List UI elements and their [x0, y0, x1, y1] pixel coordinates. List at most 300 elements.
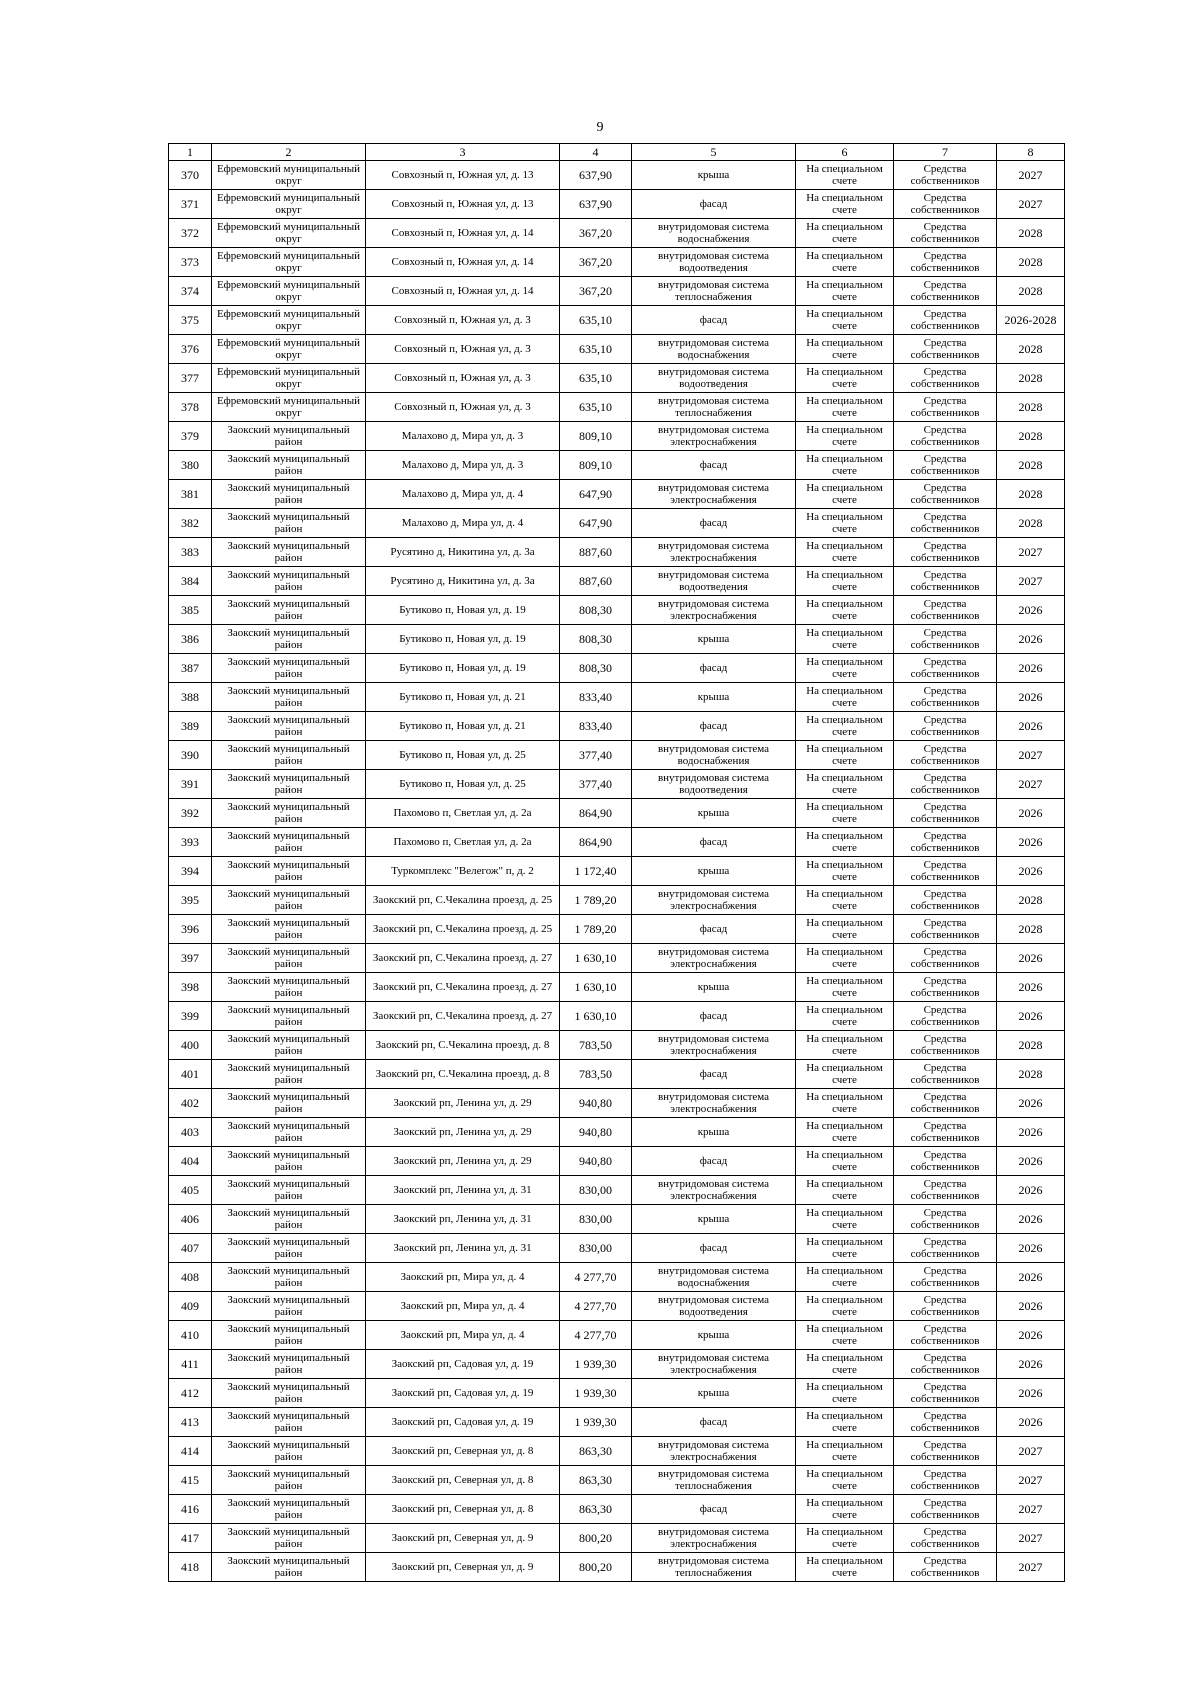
year-cell: 2026 — [997, 596, 1065, 625]
row-number-cell: 418 — [169, 1553, 212, 1582]
row-number-cell: 392 — [169, 799, 212, 828]
work-type-cell: крыша — [632, 1379, 796, 1408]
account-type-cell: На специальном счете — [796, 1350, 894, 1379]
row-number-cell: 388 — [169, 683, 212, 712]
row-number-cell: 403 — [169, 1118, 212, 1147]
work-type-cell: крыша — [632, 857, 796, 886]
table-row — [169, 364, 1065, 393]
funding-source-cell: Средства собственников — [894, 1147, 997, 1176]
municipality-cell: Заокский муниципальный район — [212, 1002, 366, 1031]
table-row — [169, 857, 1065, 886]
area-cell: 635,10 — [560, 393, 632, 422]
account-type-cell: На специальном счете — [796, 1321, 894, 1350]
address-cell: Малахово д, Мира ул, д. 4 — [366, 509, 560, 538]
municipality-cell: Заокский муниципальный район — [212, 1263, 366, 1292]
year-cell: 2028 — [997, 1060, 1065, 1089]
work-type-cell: внутридомовая система теплоснабжения — [632, 1466, 796, 1495]
address-cell: Русятино д, Никитина ул, д. 3а — [366, 567, 560, 596]
area-cell: 809,10 — [560, 422, 632, 451]
work-type-cell: внутридомовая система водоснабжения — [632, 1263, 796, 1292]
year-cell: 2027 — [997, 538, 1065, 567]
municipality-cell: Ефремовский муниципальный округ — [212, 161, 366, 190]
row-number-cell: 394 — [169, 857, 212, 886]
area-cell: 1 630,10 — [560, 944, 632, 973]
work-type-cell: фасад — [632, 190, 796, 219]
address-cell: Заокский рп, Северная ул, д. 8 — [366, 1495, 560, 1524]
table-row — [169, 1205, 1065, 1234]
account-type-cell: На специальном счете — [796, 1437, 894, 1466]
year-cell: 2028 — [997, 364, 1065, 393]
funding-source-cell: Средства собственников — [894, 1321, 997, 1350]
funding-source-cell: Средства собственников — [894, 161, 997, 190]
row-number-cell: 416 — [169, 1495, 212, 1524]
account-type-cell: На специальном счете — [796, 625, 894, 654]
year-cell: 2026 — [997, 1176, 1065, 1205]
work-type-cell: фасад — [632, 1495, 796, 1524]
row-number-cell: 411 — [169, 1350, 212, 1379]
municipality-cell: Заокский муниципальный район — [212, 1292, 366, 1321]
address-cell: Заокский рп, Садовая ул, д. 19 — [366, 1379, 560, 1408]
municipality-cell: Заокский муниципальный район — [212, 683, 366, 712]
table-row — [169, 1379, 1065, 1408]
funding-source-cell: Средства собственников — [894, 1466, 997, 1495]
funding-source-cell: Средства собственников — [894, 1292, 997, 1321]
account-type-cell: На специальном счете — [796, 1495, 894, 1524]
area-cell: 864,90 — [560, 828, 632, 857]
account-type-cell: На специальном счете — [796, 1408, 894, 1437]
account-type-cell: На специальном счете — [796, 422, 894, 451]
table-row — [169, 944, 1065, 973]
account-type-cell: На специальном счете — [796, 596, 894, 625]
work-type-cell: крыша — [632, 161, 796, 190]
work-schedule-table — [168, 143, 1065, 1582]
table-row — [169, 683, 1065, 712]
year-cell: 2026 — [997, 1408, 1065, 1437]
year-cell: 2026 — [997, 828, 1065, 857]
area-cell: 887,60 — [560, 567, 632, 596]
municipality-cell: Заокский муниципальный район — [212, 1147, 366, 1176]
table-row — [169, 1263, 1065, 1292]
funding-source-cell: Средства собственников — [894, 219, 997, 248]
address-cell: Бутиково п, Новая ул, д. 19 — [366, 654, 560, 683]
funding-source-cell: Средства собственников — [894, 1350, 997, 1379]
municipality-cell: Ефремовский муниципальный округ — [212, 219, 366, 248]
funding-source-cell: Средства собственников — [894, 480, 997, 509]
table-row — [169, 1553, 1065, 1582]
year-cell: 2028 — [997, 277, 1065, 306]
table-header — [169, 144, 1065, 161]
funding-source-cell: Средства собственников — [894, 190, 997, 219]
table-row — [169, 1350, 1065, 1379]
municipality-cell: Заокский муниципальный район — [212, 480, 366, 509]
table-body — [169, 161, 1065, 1582]
row-number-cell: 400 — [169, 1031, 212, 1060]
area-cell: 809,10 — [560, 451, 632, 480]
row-number-cell: 401 — [169, 1060, 212, 1089]
municipality-cell: Заокский муниципальный район — [212, 625, 366, 654]
column-header: 8 — [997, 144, 1065, 161]
work-type-cell: фасад — [632, 915, 796, 944]
municipality-cell: Ефремовский муниципальный округ — [212, 306, 366, 335]
address-cell: Бутиково п, Новая ул, д. 19 — [366, 596, 560, 625]
year-cell: 2028 — [997, 509, 1065, 538]
work-type-cell: фасад — [632, 1147, 796, 1176]
row-number-cell: 380 — [169, 451, 212, 480]
table-row — [169, 335, 1065, 364]
work-type-cell: внутридомовая система электроснабжения — [632, 596, 796, 625]
address-cell: Туркомплекс "Велегож" п, д. 2 — [366, 857, 560, 886]
table-row — [169, 886, 1065, 915]
row-number-cell: 405 — [169, 1176, 212, 1205]
funding-source-cell: Средства собственников — [894, 770, 997, 799]
year-cell: 2026 — [997, 1263, 1065, 1292]
account-type-cell: На специальном счете — [796, 1263, 894, 1292]
area-cell: 863,30 — [560, 1437, 632, 1466]
address-cell: Заокский рп, Мира ул, д. 4 — [366, 1263, 560, 1292]
address-cell: Заокский рп, С.Чекалина проезд, д. 8 — [366, 1031, 560, 1060]
funding-source-cell: Средства собственников — [894, 306, 997, 335]
address-cell: Совхозный п, Южная ул, д. 13 — [366, 190, 560, 219]
address-cell: Совхозный п, Южная ул, д. 14 — [366, 219, 560, 248]
year-cell: 2028 — [997, 480, 1065, 509]
area-cell: 4 277,70 — [560, 1263, 632, 1292]
work-type-cell: внутридомовая система электроснабжения — [632, 1437, 796, 1466]
municipality-cell: Заокский муниципальный район — [212, 538, 366, 567]
account-type-cell: На специальном счете — [796, 770, 894, 799]
area-cell: 887,60 — [560, 538, 632, 567]
table-row — [169, 1524, 1065, 1553]
year-cell: 2028 — [997, 219, 1065, 248]
municipality-cell: Ефремовский муниципальный округ — [212, 393, 366, 422]
area-cell: 377,40 — [560, 741, 632, 770]
row-number-cell: 387 — [169, 654, 212, 683]
work-type-cell: внутридомовая система теплоснабжения — [632, 393, 796, 422]
column-header: 4 — [560, 144, 632, 161]
table-row — [169, 1031, 1065, 1060]
row-number-cell: 408 — [169, 1263, 212, 1292]
row-number-cell: 389 — [169, 712, 212, 741]
address-cell: Заокский рп, С.Чекалина проезд, д. 27 — [366, 1002, 560, 1031]
year-cell: 2027 — [997, 1495, 1065, 1524]
municipality-cell: Заокский муниципальный район — [212, 1524, 366, 1553]
year-cell: 2028 — [997, 451, 1065, 480]
funding-source-cell: Средства собственников — [894, 1495, 997, 1524]
account-type-cell: На специальном счете — [796, 190, 894, 219]
year-cell: 2026 — [997, 1321, 1065, 1350]
address-cell: Русятино д, Никитина ул, д. 3а — [366, 538, 560, 567]
year-cell: 2026-2028 — [997, 306, 1065, 335]
area-cell: 800,20 — [560, 1524, 632, 1553]
table-row — [169, 306, 1065, 335]
area-cell: 833,40 — [560, 683, 632, 712]
year-cell: 2026 — [997, 973, 1065, 1002]
funding-source-cell: Средства собственников — [894, 886, 997, 915]
table-row — [169, 1089, 1065, 1118]
work-type-cell: внутридомовая система теплоснабжения — [632, 277, 796, 306]
table-row — [169, 799, 1065, 828]
year-cell: 2028 — [997, 1031, 1065, 1060]
account-type-cell: На специальном счете — [796, 915, 894, 944]
row-number-cell: 399 — [169, 1002, 212, 1031]
work-type-cell: фасад — [632, 828, 796, 857]
address-cell: Заокский рп, Ленина ул, д. 31 — [366, 1234, 560, 1263]
area-cell: 377,40 — [560, 770, 632, 799]
address-cell: Заокский рп, Садовая ул, д. 19 — [366, 1350, 560, 1379]
table-row — [169, 1147, 1065, 1176]
address-cell: Совхозный п, Южная ул, д. 13 — [366, 161, 560, 190]
account-type-cell: На специальном счете — [796, 277, 894, 306]
area-cell: 1 630,10 — [560, 1002, 632, 1031]
account-type-cell: На специальном счете — [796, 509, 894, 538]
year-cell: 2027 — [997, 741, 1065, 770]
municipality-cell: Ефремовский муниципальный округ — [212, 277, 366, 306]
municipality-cell: Заокский муниципальный район — [212, 915, 366, 944]
row-number-cell: 381 — [169, 480, 212, 509]
page-number: 9 — [596, 120, 604, 135]
work-type-cell: внутридомовая система электроснабжения — [632, 1350, 796, 1379]
table-row — [169, 1495, 1065, 1524]
address-cell: Заокский рп, С.Чекалина проезд, д. 25 — [366, 886, 560, 915]
area-cell: 830,00 — [560, 1205, 632, 1234]
table-row — [169, 393, 1065, 422]
area-cell: 647,90 — [560, 480, 632, 509]
area-cell: 830,00 — [560, 1234, 632, 1263]
address-cell: Заокский рп, Северная ул, д. 8 — [366, 1466, 560, 1495]
municipality-cell: Заокский муниципальный район — [212, 1176, 366, 1205]
account-type-cell: На специальном счете — [796, 1147, 894, 1176]
municipality-cell: Ефремовский муниципальный округ — [212, 248, 366, 277]
table-row — [169, 828, 1065, 857]
municipality-cell: Заокский муниципальный район — [212, 741, 366, 770]
year-cell: 2026 — [997, 1205, 1065, 1234]
municipality-cell: Заокский муниципальный район — [212, 422, 366, 451]
municipality-cell: Заокский муниципальный район — [212, 1408, 366, 1437]
funding-source-cell: Средства собственников — [894, 364, 997, 393]
account-type-cell: На специальном счете — [796, 1234, 894, 1263]
area-cell: 647,90 — [560, 509, 632, 538]
address-cell: Бутиково п, Новая ул, д. 21 — [366, 683, 560, 712]
account-type-cell: На специальном счете — [796, 1292, 894, 1321]
account-type-cell: На специальном счете — [796, 886, 894, 915]
year-cell: 2026 — [997, 1147, 1065, 1176]
row-number-cell: 383 — [169, 538, 212, 567]
municipality-cell: Заокский муниципальный район — [212, 509, 366, 538]
work-type-cell: внутридомовая система электроснабжения — [632, 1176, 796, 1205]
account-type-cell: На специальном счете — [796, 973, 894, 1002]
account-type-cell: На специальном счете — [796, 451, 894, 480]
funding-source-cell: Средства собственников — [894, 509, 997, 538]
table-row — [169, 451, 1065, 480]
work-type-cell: крыша — [632, 973, 796, 1002]
area-cell: 635,10 — [560, 364, 632, 393]
address-cell: Заокский рп, С.Чекалина проезд, д. 25 — [366, 915, 560, 944]
table-row — [169, 509, 1065, 538]
row-number-cell: 410 — [169, 1321, 212, 1350]
account-type-cell: На специальном счете — [796, 1379, 894, 1408]
year-cell: 2026 — [997, 1292, 1065, 1321]
municipality-cell: Заокский муниципальный район — [212, 1060, 366, 1089]
account-type-cell: На специальном счете — [796, 393, 894, 422]
funding-source-cell: Средства собственников — [894, 1437, 997, 1466]
address-cell: Заокский рп, Ленина ул, д. 29 — [366, 1147, 560, 1176]
area-cell: 833,40 — [560, 712, 632, 741]
work-type-cell: фасад — [632, 306, 796, 335]
address-cell: Совхозный п, Южная ул, д. 3 — [366, 335, 560, 364]
account-type-cell: На специальном счете — [796, 799, 894, 828]
area-cell: 940,80 — [560, 1089, 632, 1118]
municipality-cell: Заокский муниципальный район — [212, 1437, 366, 1466]
year-cell: 2027 — [997, 190, 1065, 219]
funding-source-cell: Средства собственников — [894, 973, 997, 1002]
address-cell: Малахово д, Мира ул, д. 3 — [366, 451, 560, 480]
funding-source-cell: Средства собственников — [894, 422, 997, 451]
work-type-cell: крыша — [632, 625, 796, 654]
work-type-cell: внутридомовая система водоснабжения — [632, 335, 796, 364]
municipality-cell: Заокский муниципальный район — [212, 973, 366, 1002]
account-type-cell: На специальном счете — [796, 1553, 894, 1582]
area-cell: 864,90 — [560, 799, 632, 828]
year-cell: 2027 — [997, 567, 1065, 596]
municipality-cell: Заокский муниципальный район — [212, 1031, 366, 1060]
municipality-cell: Заокский муниципальный район — [212, 886, 366, 915]
address-cell: Совхозный п, Южная ул, д. 14 — [366, 248, 560, 277]
row-number-cell: 417 — [169, 1524, 212, 1553]
address-cell: Совхозный п, Южная ул, д. 3 — [366, 364, 560, 393]
funding-source-cell: Средства собственников — [894, 741, 997, 770]
municipality-cell: Заокский муниципальный район — [212, 1379, 366, 1408]
address-cell: Бутиково п, Новая ул, д. 25 — [366, 741, 560, 770]
row-number-cell: 395 — [169, 886, 212, 915]
table-row — [169, 1118, 1065, 1147]
table-row — [169, 538, 1065, 567]
row-number-cell: 413 — [169, 1408, 212, 1437]
address-cell: Пахомово п, Светлая ул, д. 2а — [366, 799, 560, 828]
work-type-cell: внутридомовая система электроснабжения — [632, 422, 796, 451]
account-type-cell: На специальном счете — [796, 1524, 894, 1553]
funding-source-cell: Средства собственников — [894, 567, 997, 596]
year-cell: 2028 — [997, 393, 1065, 422]
municipality-cell: Заокский муниципальный район — [212, 828, 366, 857]
year-cell: 2026 — [997, 1379, 1065, 1408]
row-number-cell: 396 — [169, 915, 212, 944]
year-cell: 2026 — [997, 1234, 1065, 1263]
address-cell: Совхозный п, Южная ул, д. 3 — [366, 393, 560, 422]
funding-source-cell: Средства собственников — [894, 915, 997, 944]
area-cell: 1 939,30 — [560, 1350, 632, 1379]
area-cell: 1 939,30 — [560, 1408, 632, 1437]
row-number-cell: 379 — [169, 422, 212, 451]
funding-source-cell: Средства собственников — [894, 1408, 997, 1437]
funding-source-cell: Средства собственников — [894, 683, 997, 712]
work-type-cell: фасад — [632, 712, 796, 741]
funding-source-cell: Средства собственников — [894, 944, 997, 973]
address-cell: Заокский рп, С.Чекалина проезд, д. 27 — [366, 944, 560, 973]
funding-source-cell: Средства собственников — [894, 538, 997, 567]
funding-source-cell: Средства собственников — [894, 1089, 997, 1118]
year-cell: 2026 — [997, 625, 1065, 654]
work-type-cell: внутридомовая система водоснабжения — [632, 741, 796, 770]
funding-source-cell: Средства собственников — [894, 277, 997, 306]
address-cell: Малахово д, Мира ул, д. 4 — [366, 480, 560, 509]
work-type-cell: крыша — [632, 1321, 796, 1350]
year-cell: 2028 — [997, 335, 1065, 364]
table-row — [169, 1234, 1065, 1263]
address-cell: Бутиково п, Новая ул, д. 19 — [366, 625, 560, 654]
account-type-cell: На специальном счете — [796, 857, 894, 886]
year-cell: 2026 — [997, 654, 1065, 683]
table-row — [169, 248, 1065, 277]
address-cell: Малахово д, Мира ул, д. 3 — [366, 422, 560, 451]
row-number-cell: 397 — [169, 944, 212, 973]
column-header: 3 — [366, 144, 560, 161]
address-cell: Заокский рп, Ленина ул, д. 29 — [366, 1089, 560, 1118]
table-row — [169, 1060, 1065, 1089]
table-row — [169, 770, 1065, 799]
work-type-cell: крыша — [632, 799, 796, 828]
municipality-cell: Заокский муниципальный район — [212, 1118, 366, 1147]
account-type-cell: На специальном счете — [796, 828, 894, 857]
account-type-cell: На специальном счете — [796, 538, 894, 567]
funding-source-cell: Средства собственников — [894, 1060, 997, 1089]
area-cell: 783,50 — [560, 1031, 632, 1060]
table-row — [169, 1321, 1065, 1350]
address-cell: Заокский рп, Северная ул, д. 9 — [366, 1524, 560, 1553]
area-cell: 1 939,30 — [560, 1379, 632, 1408]
row-number-cell: 409 — [169, 1292, 212, 1321]
work-type-cell: внутридомовая система электроснабжения — [632, 538, 796, 567]
address-cell: Заокский рп, Ленина ул, д. 31 — [366, 1176, 560, 1205]
work-type-cell: внутридомовая система теплоснабжения — [632, 1553, 796, 1582]
table-row — [169, 567, 1065, 596]
account-type-cell: На специальном счете — [796, 219, 894, 248]
row-number-cell: 386 — [169, 625, 212, 654]
year-cell: 2026 — [997, 683, 1065, 712]
municipality-cell: Ефремовский муниципальный округ — [212, 364, 366, 393]
work-type-cell: внутридомовая система водоснабжения — [632, 219, 796, 248]
funding-source-cell: Средства собственников — [894, 1205, 997, 1234]
funding-source-cell: Средства собственников — [894, 828, 997, 857]
municipality-cell: Заокский муниципальный район — [212, 944, 366, 973]
area-cell: 635,10 — [560, 306, 632, 335]
municipality-cell: Заокский муниципальный район — [212, 799, 366, 828]
row-number-cell: 415 — [169, 1466, 212, 1495]
row-number-cell: 391 — [169, 770, 212, 799]
funding-source-cell: Средства собственников — [894, 451, 997, 480]
funding-source-cell: Средства собственников — [894, 1002, 997, 1031]
funding-source-cell: Средства собственников — [894, 1176, 997, 1205]
account-type-cell: На специальном счете — [796, 364, 894, 393]
municipality-cell: Заокский муниципальный район — [212, 1466, 366, 1495]
municipality-cell: Заокский муниципальный район — [212, 1350, 366, 1379]
account-type-cell: На специальном счете — [796, 1089, 894, 1118]
address-cell: Заокский рп, Северная ул, д. 8 — [366, 1437, 560, 1466]
row-number-cell: 377 — [169, 364, 212, 393]
column-header: 1 — [169, 144, 212, 161]
account-type-cell: На специальном счете — [796, 161, 894, 190]
row-number-cell: 406 — [169, 1205, 212, 1234]
funding-source-cell: Средства собственников — [894, 1263, 997, 1292]
row-number-cell: 398 — [169, 973, 212, 1002]
area-cell: 863,30 — [560, 1495, 632, 1524]
year-cell: 2027 — [997, 1466, 1065, 1495]
work-type-cell: фасад — [632, 1060, 796, 1089]
year-cell: 2028 — [997, 915, 1065, 944]
funding-source-cell: Средства собственников — [894, 1031, 997, 1060]
work-type-cell: внутридомовая система водоотведения — [632, 248, 796, 277]
table-row — [169, 480, 1065, 509]
year-cell: 2026 — [997, 799, 1065, 828]
work-type-cell: внутридомовая система электроснабжения — [632, 886, 796, 915]
